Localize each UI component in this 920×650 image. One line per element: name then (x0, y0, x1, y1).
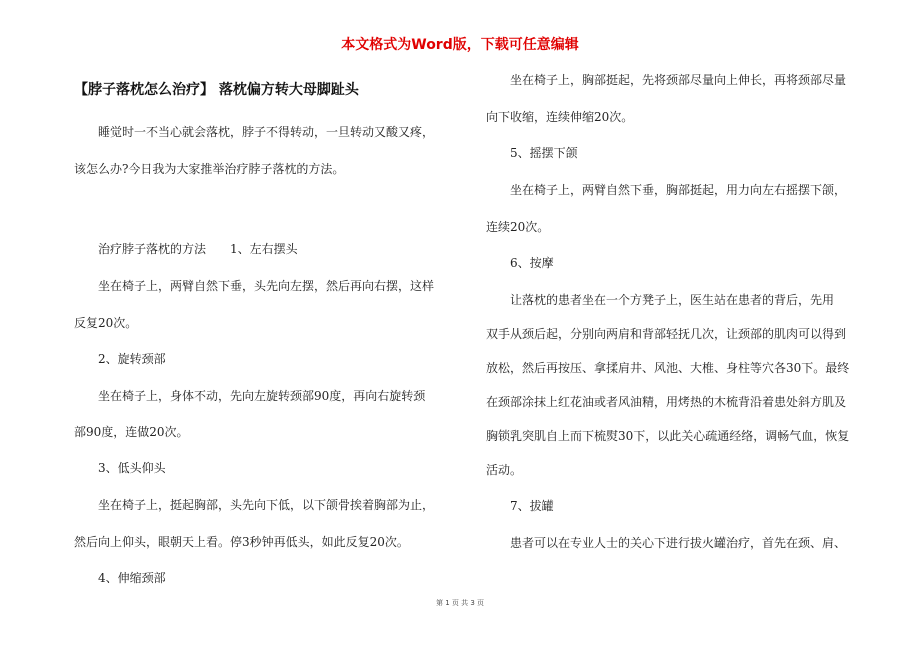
method-1-line-1: 坐在椅子上，两臂自然下垂，头先向左摆，然后再向右摆，这样 (98, 279, 435, 293)
method-4-heading: 4、伸缩颈部 (98, 571, 166, 585)
method-5-line-1: 坐在椅子上，两臂自然下垂，胸部挺起，用力向左右摇摆下颌， (510, 183, 847, 197)
method-3-line-1: 坐在椅子上，挺起胸部，头先向下低，以下颌骨挨着胸部为止， (98, 498, 435, 512)
left-column (74, 80, 466, 588)
right-column (486, 70, 866, 553)
intro-line-1: 睡觉时一不当心就会落枕，脖子不得转动，一旦转动又酸又疼， (98, 125, 435, 139)
method-2-line-1: 坐在椅子上，身体不动，先向左旋转颈部90度，再向右旋转颈 (98, 389, 426, 403)
article-title: 【脖子落枕怎么治疗】 落枕偏方转大母脚趾头 (74, 82, 359, 98)
method-3-heading: 3、低头仰头 (98, 461, 166, 475)
method-7-line-1: 患者可以在专业人士的关心下进行拔火罐治疗，首先在颈、肩、 (510, 536, 847, 550)
method-6-line-5: 胸锁乳突肌自上而下梳熨30下，以此关心疏通经络，调畅气血，恢复 (486, 429, 850, 443)
page-number-footer: 第 1 页 共 3 页 (435, 599, 485, 607)
method-3-line-2: 然后向上仰头，眼朝天上看。停3秒钟再低头，如此反复20次。 (74, 535, 409, 549)
method-5-line-2: 连续20次。 (486, 220, 550, 234)
intro-line-2: 该怎么办?今日我为大家推举治疗脖子落枕的方法。 (74, 162, 345, 176)
method-6-line-6: 活动。 (486, 463, 523, 477)
method-6-line-1: 让落枕的患者坐在一个方凳子上，医生站在患者的背后，先用 (510, 293, 835, 307)
method-4-line-2: 向下收缩，连续伸缩20次。 (486, 110, 634, 124)
method-7-heading: 7、拔罐 (510, 499, 554, 513)
method-2-line-2: 部90度，连做20次。 (74, 425, 189, 439)
method-6-heading: 6、按摩 (510, 256, 554, 270)
method-4-line-1: 坐在椅子上，胸部挺起，先将颈部尽量向上伸长，再将颈部尽量 (510, 73, 847, 87)
method-6-line-2: 双手从颈后起，分别向两肩和背部轻抚几次，让颈部的肌肉可以得到 (486, 327, 847, 341)
methods-heading: 治疗脖子落枕的方法 1、左右摆头 (98, 242, 298, 256)
method-2-heading: 2、旋转颈部 (98, 352, 166, 366)
method-5-heading: 5、摇摆下颌 (510, 146, 578, 160)
method-6-line-3: 放松，然后再按压、拿揉肩井、风池、大椎、身柱等穴各30下。最终 (486, 361, 850, 375)
method-6-line-4: 在颈部涂抹上红花油或者风油精，用烤热的木梳背沿着患处斜方肌及 (486, 395, 847, 409)
method-1-line-2: 反复20次。 (74, 316, 138, 330)
word-format-banner: 本文格式为Word版，下载可任意编辑 (341, 37, 579, 53)
